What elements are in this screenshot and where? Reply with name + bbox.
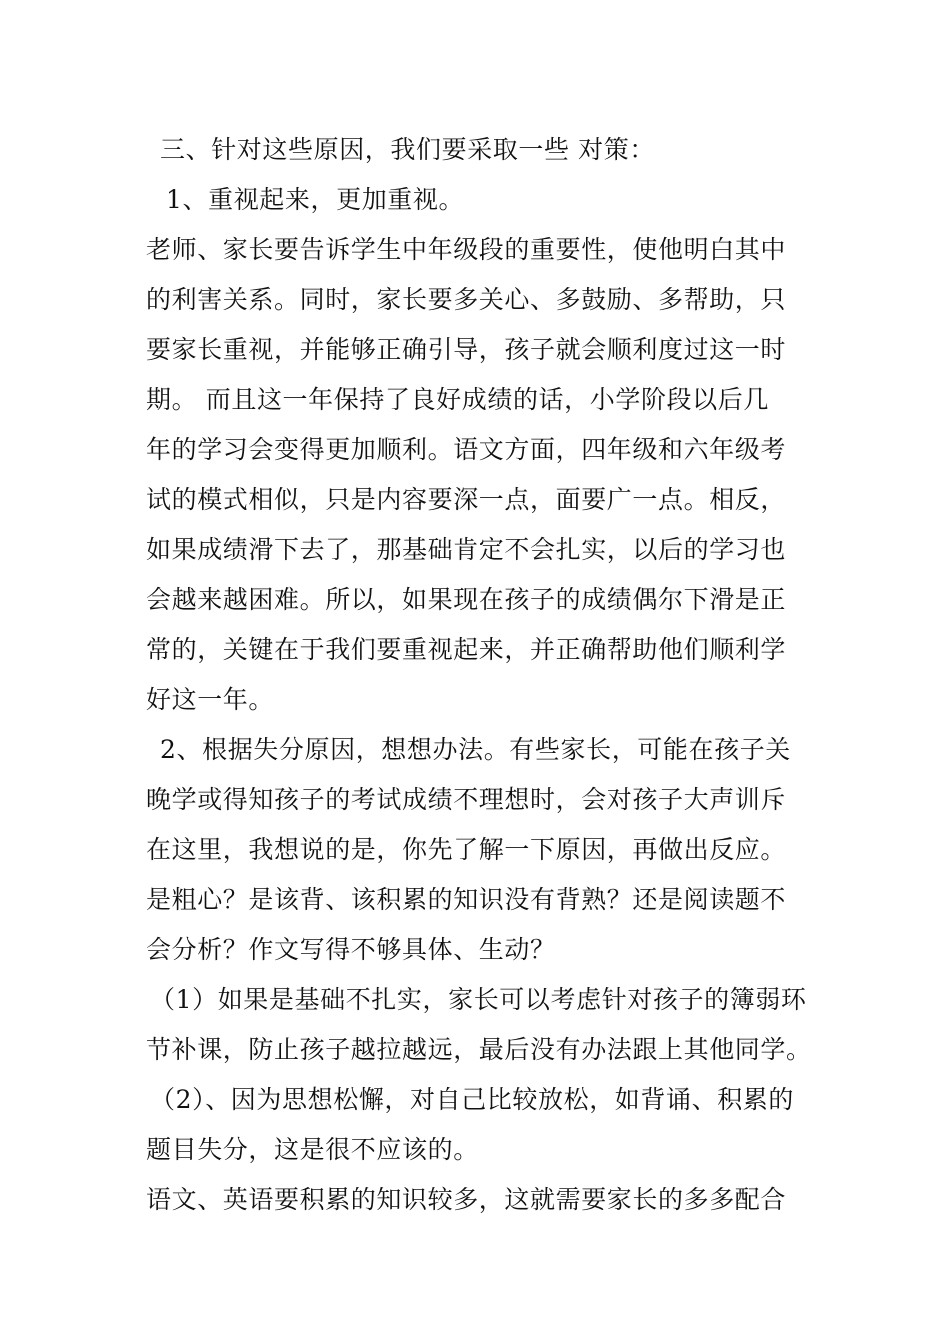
text-line: 年的学习会变得更加顺利。语文方面，四年级和六年级考 (146, 435, 787, 464)
text-line: 节补课，防止孩子越拉越远，最后没有办法跟上其他同学。 (146, 1035, 812, 1064)
text-line: 的利害关系。同时，家长要多关心、多鼓励、多帮助，只 (146, 285, 787, 314)
text-line: 要家长重视，并能够正确引导，孩子就会顺利度过这一时 (146, 335, 787, 364)
paragraph-heading-three: 三、针对这些原因，我们要采取一些 对策： (160, 135, 655, 164)
text-line: 老师、家长要告诉学生中年级段的重要性，使他明白其中 (146, 235, 787, 264)
text-line: 是粗心？是该背、该积累的知识没有背熟？还是阅读题不 (146, 885, 787, 914)
list-item-1: （1）如果是基础不扎实，家长可以考虑针对孩子的簿弱环 (150, 985, 807, 1014)
text-line: 期。 而且这一年保持了良好成绩的话，小学阶段以后几 (146, 385, 769, 414)
text-line: 会分析？作文写得不够具体、生动？ (146, 935, 556, 964)
text-line: 语文、英语要积累的知识较多，这就需要家长的多多配合 (146, 1185, 787, 1214)
text-line: 试的模式相似，只是内容要深一点，面要广一点。相反， (146, 485, 787, 514)
text-line: 晚学或得知孩子的考试成绩不理想时，会对孩子大声训斥 (146, 785, 787, 814)
text-line: 会越来越困难。所以，如果现在孩子的成绩偶尔下滑是正 (146, 585, 787, 614)
text-line: 常的，关键在于我们要重视起来，并正确帮助他们顺利学 (146, 635, 787, 664)
text-line: 如果成绩滑下去了，那基础肯定不会扎实，以后的学习也 (146, 535, 787, 564)
section-heading-1: 1、重视起来，更加重视。 (166, 185, 465, 214)
text-line: 好这一年。 (146, 685, 275, 714)
text-line: 题目失分，这是很不应该的。 (146, 1135, 479, 1164)
list-item-2: （2）、因为思想松懈，对自己比较放松，如背诵、积累的 (150, 1085, 795, 1114)
text-line: 在这里，我想说的是，你先了解一下原因，再做出反应。 (146, 835, 787, 864)
section-heading-2: 2、根据失分原因，想想办法。有些家长，可能在孩子关 (160, 735, 791, 764)
